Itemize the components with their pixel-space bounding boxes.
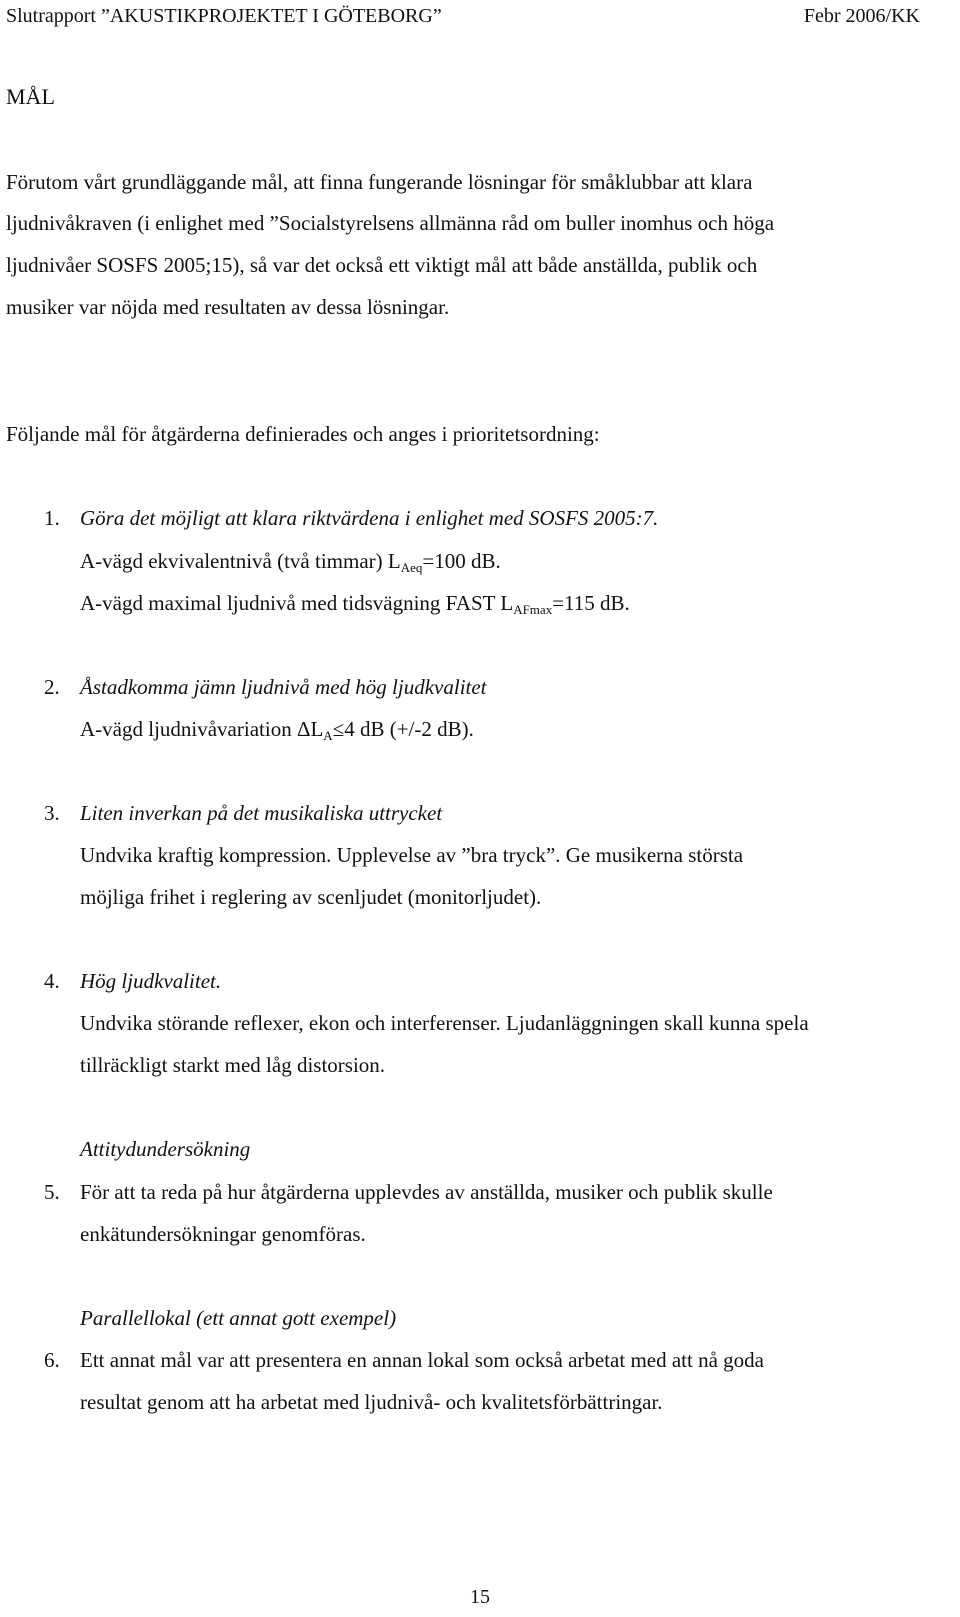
goal-number: 4.: [44, 969, 60, 993]
goal-detail: A-vägd ljudnivåvariation $\Delta L_A\le 4$ dB (+/-2 dB).: [80, 717, 474, 743]
goal-detail: För att ta reda på hur åtgärderna upplevdes av anställda, musiker och publik skulle: [80, 1180, 773, 1204]
goal-detail: Ett annat mål var att presentera en annan lokal som också arbetat med att nå goda: [80, 1348, 764, 1372]
goal-detail: A-vägd maximal ljudnivå med tidsvägning FAST $L_{AFmax}=115$ dB.: [80, 591, 630, 617]
goal-number: 2.: [44, 675, 60, 699]
lead-line: Följande mål för åtgärderna definierades och anges i prioritetsordning:: [6, 422, 600, 446]
intro-line: Förutom vårt grundläggande mål, att finna fungerande lösningar för småklubbar att klara: [6, 170, 753, 194]
goal-number: 6.: [44, 1348, 60, 1372]
goal-detail: resultat genom att ha arbetat med ljudnivå- och kvalitetsförbättringar.: [80, 1390, 663, 1414]
goal-title: Åstadkomma jämn ljudnivå med hög ljudkvalitet: [80, 675, 487, 699]
intro-line: ljudnivåkraven (i enlighet med ”Socialstyrelsens allmänna råd om buller inomhus och höga: [6, 211, 775, 235]
goal-title: Hög ljudkvalitet.: [80, 969, 222, 993]
goal-number: 5.: [44, 1180, 60, 1204]
section-heading: MÅL: [6, 84, 55, 109]
goal-title: Göra det möjligt att klara riktvärdena i enlighet med SOSFS 2005:7.: [80, 506, 659, 530]
page-number: 15: [470, 1586, 490, 1608]
running-header-title: Slutrapport ”AKUSTIKPROJEKTET I GÖTEBORG”: [6, 5, 442, 27]
goal-subheading: Parallellokal (ett annat gott exempel): [80, 1306, 397, 1330]
goal-detail: tillräckligt starkt med låg distorsion.: [80, 1053, 386, 1077]
intro-line: ljudnivåer SOSFS 2005;15), så var det också ett viktigt mål att både anställda, publik och: [6, 253, 758, 277]
intro-line: musiker var nöjda med resultaten av dessa lösningar.: [6, 295, 450, 319]
goal-subheading: Attitydundersökning: [80, 1137, 251, 1161]
goal-detail: Undvika kraftig kompression. Upplevelse av ”bra tryck”. Ge musikerna största: [80, 843, 744, 867]
goal-detail: Undvika störande reflexer, ekon och interferenser. Ljudanläggningen skall kunna spela: [80, 1011, 809, 1035]
goal-number: 3.: [44, 801, 60, 825]
goal-detail: möjliga frihet i reglering av scenljudet (monitorljudet).: [80, 885, 542, 909]
goal-detail: A-vägd ekvivalentnivå (två timmar) $L_{Aeq}=100$ dB.: [80, 549, 501, 575]
goal-number: 1.: [44, 506, 60, 530]
running-header-date: Febr 2006/KK: [803, 5, 920, 27]
goal-title: Liten inverkan på det musikaliska uttrycket: [80, 801, 443, 825]
goal-detail: enkätundersökningar genomföras.: [80, 1222, 366, 1246]
